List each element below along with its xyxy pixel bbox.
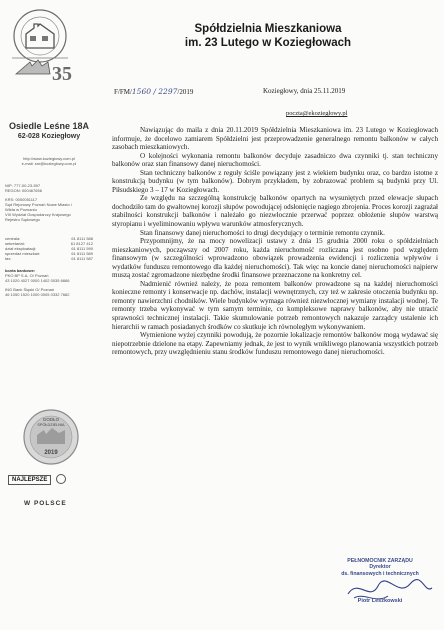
registered-mark-icon	[56, 474, 66, 484]
ref-prefix: F/FM/	[114, 88, 132, 96]
ref-handwritten: 1560 / 2297	[131, 87, 178, 96]
paragraph: Nadmienić również należy, że poza remontem balkonów prowadzone są na każdej nieruchomości konieczne remonty i konserwacje np. dachów, instalacji wewnętrznych, czy też w zakresie otoczenia budynku np. remonty nawierzchni chodników. Wiele budynków wymaga również niezwłocznej wymiany instalacji wodnej. Te remonty trzeba wykonywać w tym samym terminie, co kompleksowe naprawy balkonów, aby nie utracić sprawności technicznej instalacji. Takie skumulowanie potrzeb remontowych nakazuje zarządcy ustalenie ich hierarchii w ramach posiadanych środków co skutkuje ich równoległym wykonywaniem.	[112, 279, 438, 331]
registration-block	[5, 183, 93, 222]
phone-number: 61 8127 412	[70, 241, 93, 246]
logo-emblem-icon	[8, 6, 80, 98]
paragraph: Stan finansowy danej nieruchomości to drugi decydujący o terminie remontu czynnik.	[140, 228, 385, 237]
bank-title: konta bankowe:	[5, 268, 36, 273]
paragraph: O kolejności wykonania remontu balkonów decyduje zasadniczo dwa czynniki tj. stan techniczny balkonów oraz stan finansowy danej nieruchomości.	[112, 151, 438, 169]
phone-label: fax:	[5, 256, 12, 261]
award-medal	[22, 408, 80, 466]
phone-list	[5, 236, 93, 261]
address-line-2: 62-028 Koziegłowy	[17, 133, 81, 140]
phone-number: 61 8111 588	[71, 236, 93, 241]
email-link[interactable]: e-mail: sm@koziegłowy.com.pl	[21, 161, 77, 166]
najlepsze-badge	[8, 474, 90, 488]
paragraph: Ze względu na szczególną konstrukcję balkonów opartych na wysuniętych przed elewacje słupach dochodziło tam do gwałtownej korozji słupów powodującej odsłonięcie nagiego zbrojenia. Proces korozji zagrażał stabilności konstrukcji balkonów i należało go niezwłocznie przerwać poprzez obłożenie słupów warstwą styropianu i wyeliminowaniu wpływu warunków atmosferycznych.	[112, 194, 439, 229]
made-in-poland: W POLSCE	[24, 500, 67, 507]
bank-line: ING Bank Śląski O/ Poznań	[5, 287, 55, 292]
phone-label: dział eksploatacji:	[5, 246, 37, 251]
medal-mid-text: SPÓŁDZIELNIA	[37, 423, 65, 427]
court-line: Rejestru Sądowego	[5, 217, 40, 222]
stamp-line-3: ds. finansowych i technicznych	[341, 570, 419, 577]
bank-accounts	[5, 268, 93, 297]
cooperative-logo	[8, 6, 80, 98]
bank-line: PKO BP S.A. O/ Poznań	[5, 273, 49, 278]
letterhead-title	[98, 22, 438, 50]
signatory-name: Piotr Leszkowski	[357, 598, 403, 604]
phone-label: centrala:	[5, 236, 21, 241]
phone-label: sprzedaż mieszkań:	[5, 251, 41, 256]
phone-number: 61 8111 587	[71, 256, 93, 261]
court-line: Wilda w Poznaniu	[5, 207, 37, 212]
krs-number: KRS: 0000051117	[5, 197, 38, 202]
handwritten-signature	[328, 574, 438, 610]
contact-web-block	[5, 156, 93, 166]
signature-scribble-icon	[328, 574, 438, 610]
logo-number: 35	[52, 63, 72, 85]
address-line-1: Osiedle Leśne 18A	[8, 121, 90, 131]
letter-body	[112, 126, 438, 357]
phone-number: 61 8111 589	[71, 251, 93, 256]
paragraph: Nawiązując do maila z dnia 20.11.2019 Spółdzielnia Mieszkaniowa im. 23 Lutego w Koziegłowach informuje, że docelowo zamiarem Spółdzielni jest przeprowadzenie generalnego remontu balkonów w całych zasobach mieszkaniowych.	[112, 126, 438, 152]
award-label: NAJLEPSZE	[8, 475, 51, 485]
paragraph: Wymienione wyżej czynniki powodują, że pozornie lokalizacje remontów balkonów mogą wydawać się niepotrzebnie dzielone na etapy. Zapewniamy jednak, że jest to wynik wnikliwego planowania wszystkich potrzeb remontowych, przy uwzględnieniu stanu środków funduszu remontowego danej nieruchomości.	[112, 331, 438, 357]
regon-number: REGON: 000467656	[5, 188, 42, 193]
cooperative-name: Spółdzielnia Mieszkaniowa	[194, 23, 342, 35]
medal-year: 2019	[44, 450, 58, 456]
medal-icon	[22, 408, 80, 466]
phone-row	[5, 256, 93, 261]
bank-line: 46 1050 1520 1000 0005 0332 7682	[5, 292, 70, 297]
reference-number	[114, 87, 193, 96]
website-link[interactable]: http://www.koziegłowy.com.pl	[23, 156, 75, 161]
ref-suffix: /2019	[177, 88, 194, 96]
nip-number: NIP: 777-00-23-597	[5, 183, 41, 188]
stamp-line-1: PEŁNOMOCNIK ZARZĄDU	[347, 558, 413, 564]
bank-line: 43 1020 4027 0000 1402 0035 6666	[5, 278, 70, 283]
stamp-line-2: Dyrektor	[369, 564, 391, 571]
medal-top-text: GODŁO	[42, 417, 60, 422]
cooperative-subname: im. 23 Lutego w Koziegłowach	[184, 37, 352, 49]
letter-date: Koziegłowy, dnia 25.11.2019	[263, 87, 346, 95]
court-line: VIII Wydział Gospodarczy Krajowego	[5, 212, 71, 217]
phone-label: sekretariat:	[5, 241, 25, 246]
paragraph: Stan techniczny balkonów z reguły ściśle powiązany jest z wiekiem budynku oraz, co bardzo istotne z konstrukcją budynku (w tym balkonów). Dobrym przykładem, by zobrazować problem są budynki przy Ul. Piłsudskiego 3 – 17 w Koziegłowach.	[112, 168, 438, 194]
court-line: Sąd Rejonowy Poznań Nowe Miasto i	[5, 202, 72, 207]
paragraph: Przypomnijmy, że na mocy nowelizacji ustawy z dnia 15 grudnia 2000 roku o spółdzielniach mieszkaniowych, począwszy od 2007 roku, każda nieruchomość rozliczana jest osobno pod względem finansowym (w szczególności wprowadzono obowiązek prowadzenia ewidencji i rozliczenia wpływów i wydatków funduszu remontowego dla każdej nieruchomości). Tak więc na koncie danej nieruchomości najpierw muszą zostać zgromadzone niezbędne środki finansowe przeznaczone na konkretny cel.	[112, 237, 438, 280]
phone-number: 61 8111 590	[71, 246, 93, 251]
recipient-email[interactable]: poczta@ekoziegłowy.pl	[286, 110, 348, 117]
